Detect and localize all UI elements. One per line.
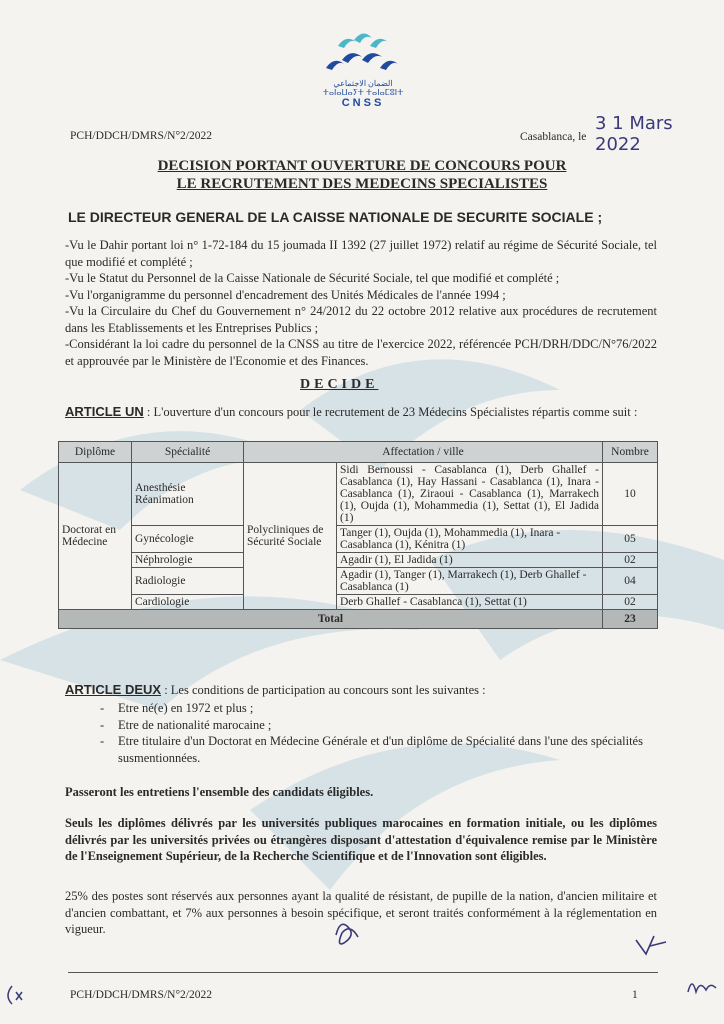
cell-nombre: 04: [603, 568, 658, 595]
article-un-text: : L'ouverture d'un concours pour le recrutement de 23 Médecins Spécialistes répartis comme suit :: [143, 405, 638, 419]
cell-structure: Polycliniques de Sécurité Sociale: [244, 463, 337, 610]
table-row: [59, 463, 658, 526]
consideration-item: -Vu le Dahir portant loi n° 1-72-184 du 15 joumada II 1392 (27 juillet 1972) relatif au régime de Sécurité Sociale, tel que modifié et complété ;: [65, 238, 657, 269]
conditions-list: [100, 700, 656, 766]
cell-affectation: Agadir (1), Tanger (1), Marrakech (1), Derb Ghallef -Casablanca (1): [337, 568, 603, 595]
decision-title-line2: LE RECRUTEMENT DES MEDECINS SPECIALISTES: [176, 176, 548, 192]
footer-divider: [68, 972, 658, 973]
cell-nombre: 10: [603, 463, 658, 526]
decide-heading: DECIDE: [300, 377, 379, 392]
cell-specialite: Radiologie: [132, 568, 244, 595]
cnss-logo-icon: [318, 30, 408, 74]
interviews-note: Passeront les entretiens l'ensemble des candidats éligibles.: [65, 785, 374, 799]
cell-specialite: Néphrologie: [132, 553, 244, 568]
cell-specialite: Gynécologie: [132, 526, 244, 553]
list-item: - Etre titulaire d'un Doctorat en Médecine Générale et d'un diplôme de Spécialité dans l'une des spécialités susmentionnées.: [100, 734, 643, 765]
consideration-item: -Vu la Circulaire du Chef du Gouvernement n° 24/2012 du 22 octobre 2012 relative aux procédures de recrutement dans les Etablissements et les Entreprises Publics ;: [65, 304, 657, 335]
cell-nombre: 02: [603, 553, 658, 568]
article-un: [65, 404, 657, 421]
cell-specialite: Cardiologie: [132, 595, 244, 610]
header-affectation: Affectation / ville: [244, 442, 603, 463]
cell-specialite: Anesthésie Réanimation: [132, 463, 244, 526]
margin-initials-icon: [684, 972, 720, 1002]
table-header-row: [59, 442, 658, 463]
cell-affectation: Agadir (1), El Jadida (1): [337, 553, 603, 568]
cell-affectation: Sidi Bernoussi - Casablanca (1), Derb Ghallef - Casablanca (1), Hay Hassani - Casablanca (1), Inara - Casablanca (1), Ziraoui - Casablanca (1), Marrakech (1), Oujda (1), Mohammedia (1), Settat (1), El Jadida (1): [337, 463, 603, 526]
cell-nombre: 05: [603, 526, 658, 553]
article-deux: [65, 682, 657, 699]
logo-tifinagh-text: ⵜⴰⵏⴰⵡⴰⵢⵜ ⵜⴰⵏⴰⵎⵓⵏⵜ: [322, 88, 404, 97]
article-un-label: ARTICLE UN: [65, 404, 144, 419]
table-total-row: [59, 610, 658, 629]
total-value: 23: [603, 610, 658, 629]
logo-cnss-text: CNSS: [341, 97, 385, 109]
cell-diplome: Doctorat en Médecine: [59, 463, 132, 610]
recruitment-table: [58, 441, 658, 629]
quota-paragraph: 25% des postes sont réservés aux personnes ayant la qualité de résistant, de pupille de la nation, d'ancien militaire et d'ancien combattant, et 7% aux personnes à besoin spécifique, et seront traités conformément à la réglementation en vigueur.: [65, 889, 657, 936]
consideration-item: -Vu le Statut du Personnel de la Caisse Nationale de Sécurité Sociale, tel que modifié et complété ;: [65, 271, 560, 285]
handwritten-date: 3 1 Mars 2022: [595, 113, 673, 155]
initials-signature-icon: [632, 930, 672, 960]
cnss-logo: [318, 30, 408, 110]
article-deux-text: : Les conditions de participation au concours sont les suivantes :: [161, 683, 486, 697]
logo-arabic-text: الضمان الاجتماعي: [333, 79, 393, 88]
cell-affectation: Derb Ghallef - Casablanca (1), Settat (1): [337, 595, 603, 610]
reference-top: PCH/DDCH/DMRS/N°2/2022: [70, 130, 212, 142]
cell-affectation: Tanger (1), Oujda (1), Mohammedia (1), Inara - Casablanca (1), Kénitra (1): [337, 526, 603, 553]
considerations: [65, 237, 657, 369]
page-number: 1: [632, 989, 638, 1001]
consideration-item: -Considérant la loi cadre du personnel de la CNSS au titre de l'exercice 2022, référencée PCH/DRH/DDC/N°76/2022 et approuvée par le Ministère de l'Economie et des Finances.: [65, 337, 657, 368]
margin-mark-icon: [2, 982, 32, 1010]
list-item: - Etre né(e) en 1972 et plus ;: [100, 701, 254, 715]
table-row: [59, 595, 658, 610]
article-deux-label: ARTICLE DEUX: [65, 682, 162, 697]
table-row: [59, 553, 658, 568]
decision-title-line1: DECISION PORTANT OUVERTURE DE CONCOURS POUR: [157, 158, 567, 174]
consideration-item: -Vu l'organigramme du personnel d'encadrement des Unités Médicales de l'année 1994 ;: [65, 287, 506, 302]
table-row: [59, 526, 658, 553]
header-diplome: Diplôme: [59, 442, 132, 463]
eligibility-paragraph: Seuls les diplômes délivrés par les universités publiques marocaines en formation initiale, ou les diplômes délivrés par les universités privées ou étrangères disposant d'attestation d'équivalence remise par le Ministère de l'Enseignement Supérieur, de la Recherche Scientifique et de l'Innovation sont éligibles.: [65, 816, 657, 863]
footer-reference: PCH/DDCH/DMRS/N°2/2022: [70, 989, 212, 1001]
director-heading: LE DIRECTEUR GENERAL DE LA CAISSE NATIONALE DE SECURITE SOCIALE ;: [68, 209, 603, 225]
table-row: [59, 568, 658, 595]
header-nombre: Nombre: [603, 442, 658, 463]
cell-nombre: 02: [603, 595, 658, 610]
header-specialite: Spécialité: [132, 442, 244, 463]
paraph-signature-icon: [330, 915, 366, 951]
total-label: Total: [59, 610, 603, 629]
place-label: Casablanca, le: [520, 131, 587, 143]
list-item: - Etre de nationalité marocaine ;: [100, 717, 272, 732]
